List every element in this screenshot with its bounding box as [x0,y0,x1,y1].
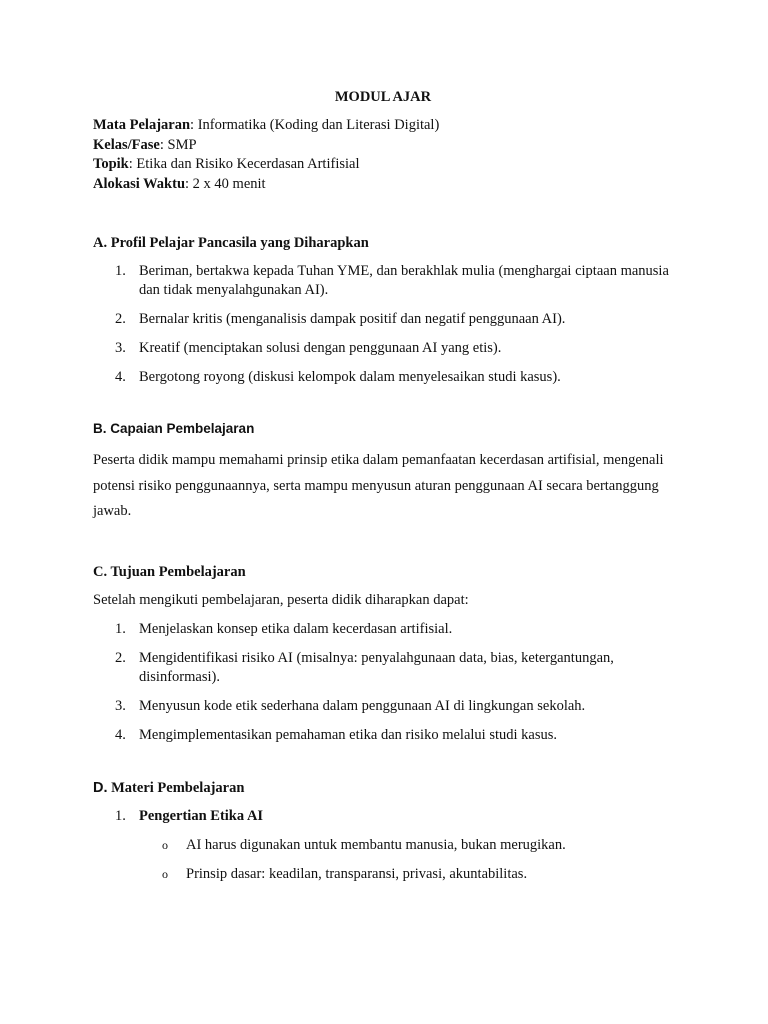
list-text: Bernalar kritis (menganalisis dampak positif dan negatif penggunaan AI). [139,311,566,327]
meta-value: : 2 x 40 menit [185,175,266,192]
list-item [93,697,673,716]
meta-value: : Informatika (Koding dan Literasi Digital) [190,117,440,133]
list-text: Bergotong royong (diskusi kelompok dalam menyelesaikan studi kasus). [139,369,561,385]
section-d-letter: D. [93,779,108,796]
list-item [93,339,673,358]
section-b-paragraph: Peserta didik mampu memahami prinsip etika dalam pemanfaatan kecerdasan artifisial, mengenali potensi risiko penggunaannya, serta mampu menyusun aturan penggunaan AI secara bertanggung jawab. [93,452,664,519]
meta-label: Alokasi Waktu [93,175,186,192]
section-a-list [93,262,673,387]
list-number: 1. [115,620,126,637]
list-number: 4. [115,369,126,385]
list-text: Mengidentifikasi risiko AI (misalnya: penyalahgunaan data, bias, ketergantungan, disinformasi). [139,649,614,685]
section-a-heading: A. Profil Pelajar Pancasila yang Diharapkan [93,235,369,251]
meta-label: Mata Pelajaran [93,117,191,133]
meta-topic [93,155,673,175]
list-number: 2. [115,311,126,327]
section-b-heading: B. Capaian Pembelajaran [93,421,255,436]
list-number: 1. [115,263,126,279]
bullet-icon: o [162,866,168,881]
meta-class [93,136,673,156]
list-item [93,310,673,329]
meta-label: Topik [93,156,129,172]
list-item [93,620,673,639]
section-c-list [93,620,673,745]
section-c-heading: C. Tujuan Pembelajaran [93,563,246,580]
list-text: Kreatif (menciptakan solusi dengan penggunaan AI yang etis). [139,340,502,356]
meta-value: : SMP [159,136,197,153]
meta-time [93,175,673,195]
meta-label: Kelas/Fase [93,136,160,153]
document-page [93,88,673,894]
list-number: 1. [115,807,126,824]
section-c-intro: Setelah mengikuti pembelajaran, peserta didik diharapkan dapat: [93,591,469,608]
list-number: 3. [115,697,126,714]
meta-block [93,116,673,194]
list-number: 3. [115,340,126,356]
list-text: Beriman, bertakwa kepada Tuhan YME, dan berakhlak mulia (menghargai ciptaan manusia dan tidak menyalahgunakan AI). [139,263,669,298]
meta-value: : Etika dan Risiko Kecerdasan Artifisial [128,156,360,172]
document-title: MODUL AJAR [334,89,432,105]
section-d-sublist [93,836,673,884]
list-item [93,368,673,387]
section-d-list [93,807,673,826]
list-item [93,262,673,300]
section-d-heading [93,779,673,797]
list-item [93,726,673,745]
sublist-item [93,836,673,855]
list-text: Mengimplementasikan pemahaman etika dan risiko melalui studi kasus. [139,726,557,743]
list-text: Menyusun kode etik sederhana dalam penggunaan AI di lingkungan sekolah. [139,697,586,714]
list-number: 2. [115,649,126,666]
section-d-title: Materi Pembelajaran [107,779,245,796]
list-item [93,807,673,826]
list-text: Menjelaskan konsep etika dalam kecerdasan artifisial. [139,620,453,637]
bullet-icon: o [162,837,168,852]
sublist-text: Prinsip dasar: keadilan, transparansi, privasi, akuntabilitas. [186,865,528,882]
list-item [93,649,673,687]
list-title: Pengertian Etika AI [139,807,264,824]
sublist-text: AI harus digunakan untuk membantu manusia, bukan merugikan. [186,836,566,853]
list-number: 4. [115,726,126,743]
meta-subject [93,116,673,136]
sublist-item [93,865,673,884]
